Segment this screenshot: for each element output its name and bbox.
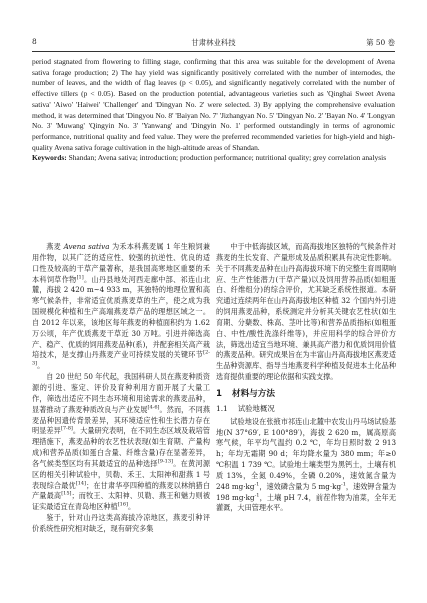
intro-paragraph-3: 鉴于，针对山丹这类高海拔冷凉地区，燕麦引种评价系统性研究相对缺乏，现有研究多集 (32, 513, 210, 533)
section-title: 材料与方法 (231, 388, 275, 399)
page-header (32, 37, 395, 50)
volume-label: 第 50 卷 (366, 38, 395, 47)
intro-paragraph-4: 中于中低海拔区域，而高海拔地区独特的气候条件对燕麦的生长发育、产量形成及品质积累具有决定性影响。关于不同燕麦品种在山丹高海拔环境下的完整生育周期响应、生产性能潜力(干草产量)以及饲用营养品质(如粗蛋白、纤维组分)的综合评价，尤其缺乏系统性报道。本研究通过连续两年在山丹高海拔地区种植 32 个国内外引进的饲用燕麦品种，系统测定并分析其关键农艺性状(如生育期、分蘖数、株高、茎叶比等)和营养品质指标(如粗蛋白、中性/酸性洗涤纤维等)，并应用科学的综合评价方法，筛选出适宜当地环境、兼具高产潜力和优质饲用价值的燕麦品种。研究成果旨在为丰富山丹高海拔地区燕麦适生品种资源库、指导当地燕麦科学种植及促进本土化品种选育提供重要的理论依据和实践支撑。 (216, 242, 396, 382)
citation: [4-6] (147, 404, 160, 411)
citation: [15] (61, 491, 72, 498)
page-number: 8 (32, 37, 37, 46)
site-description-paragraph: 试验地设在张掖市祁连山北麓中农发山丹马场试验基地(N 37°69′, E 100°89′)，海拔 2 620 m，属高原高寒气候，年平均气温约 0.2 ℃，年均日照时数 2 913 h；年均无霜期 90 d；年均降水量为 380 mm；年≥0 ℃积温 1 739 ℃。试验地土壤类型为黑钙土，土壤有机质 13%，全氮 0.49%，全磷 0.20%，速效氮含量为 248 $mg\cdot kg^{-1}$，速效磷含量为 5 $mg\cdot kg^{-1}$，速效钾含量为 198 $mg\cdot kg^{-1}$，土壤 pH 7.4，前茬作物为油菜，全年无灌溉，大田管理水平。 (216, 416, 396, 513)
right-column (216, 242, 396, 514)
intro-paragraph-1: 燕麦 Avena sativa 为禾本科燕麦属 1 年生粮饲兼用作物，以其广泛的适应性、较强的抗逆性、优良的适口性及较高的干草产量著称，是我国高寒地区重要的禾本科饲草作物[1]。山丹县地处河西走廊中部、祁连山北麓，海拔 2 420 m~4 933 m，其独特的地理位置和高寒气候条件，非常适宜优质燕麦草的生产，使之成为我国规模化种植和生产高端燕麦草产品的理想区域之一。自 2012 年以来，该地区每年燕麦的种植面积约为 1.62 万公顷，年产优质燕麦干草近 30 万吨。引进并筛选高产、稳产、优质的饲用燕麦品种(系)，并配套相关高产栽培技术，是支撑山丹燕麦产业可持续发展的关键环节[2-3]。 (32, 242, 210, 371)
citation: [16] (117, 501, 128, 508)
subsection-heading (216, 404, 396, 415)
keywords-text: Shandan; Avena sativa; introduction; production performance; nutritional quality; grey correlation analysis (68, 153, 387, 163)
left-column (32, 242, 210, 535)
citation: [2-3] (32, 350, 210, 367)
abstract-continuation: period stagnated from flowering to filling stage, confirming that this area was suitable for the development of Avena sativa forage production; 2) The hay yield was significantly positively correlated with the number of internodes, the number of leaves, and the width of flag leaves (p < 0.05), and significantly negatively correlated with the number of effective tillers (p < 0.05). Based on the production potential, advantageous varieties such as 'Qinghai Sweet Avena sativa' 'Aiwo' 'Haiwei' 'Challenger' and 'Dingyan No. 2' were selected. 3) By applying the comprehensive evaluation method, it was determined that 'Dingyou No. 8' 'Baiyan No. 7' 'Jizhangyan No. 5' 'Dingyan No. 2' 'Bayan No. 4' 'Longyan No. 3' 'Muwang' 'Qingyin No. 3' 'Yanwang' and 'Dingyin No. 1' performed outstandingly in terms of agronomic performance, nutritional quality and feed value. They were the preferred recommended varieties for high-yield and high-quality Avena sativa forage cultivation in the high-altitude areas of Shandan. (32, 57, 395, 152)
keywords-label: Keywords: (32, 153, 67, 163)
header-divider (32, 51, 395, 52)
keywords-line (32, 153, 395, 164)
citation: [1] (76, 274, 84, 281)
citation: [7-8] (60, 425, 73, 432)
subsection-title: 试验地概况 (237, 403, 275, 413)
journal-title: 甘肃林业科技 (191, 38, 236, 47)
subsection-number: 1.1 (216, 403, 228, 413)
species-name: Avena sativa (63, 242, 110, 251)
section-number: 1 (216, 388, 222, 399)
english-abstract (32, 57, 395, 164)
section-heading (216, 389, 396, 400)
citation: [14] (75, 480, 87, 487)
intro-paragraph-2: 自 20 世纪 50 年代起，我国科研人员在燕麦种质资源的引进、鉴定、评价及育种利用方面开展了大量工作，筛选出适应不同生态环境和用途需求的燕麦品种，显著推动了燕麦种质改良与产业发展[4-6]。然而，不同燕麦品种因遗传背景差异，其环境适应性和生长潜力存在明显差异[7-8]。大量研究表明，在不同生态区域及栽培管理措施下，燕麦品种的农艺性状表现(如生育期、产量构成)和营养品质(如蛋白含量、纤维含量)存在显著差异，各气候类型区均有其最适宜的品种选择[9-13]。在黄河源区的相关引种试验中，贝勒、禾王、太阳神和甜燕 1 号表现综合最优[14]；在甘肃华亭四种植的燕麦以林纳猎白产量最高[15]；而牧王、太阳神、贝勒、燕王和魅力则被证实最适宜在青岛地区种植[16]。 (32, 372, 210, 512)
citation: [9-13] (157, 458, 173, 465)
